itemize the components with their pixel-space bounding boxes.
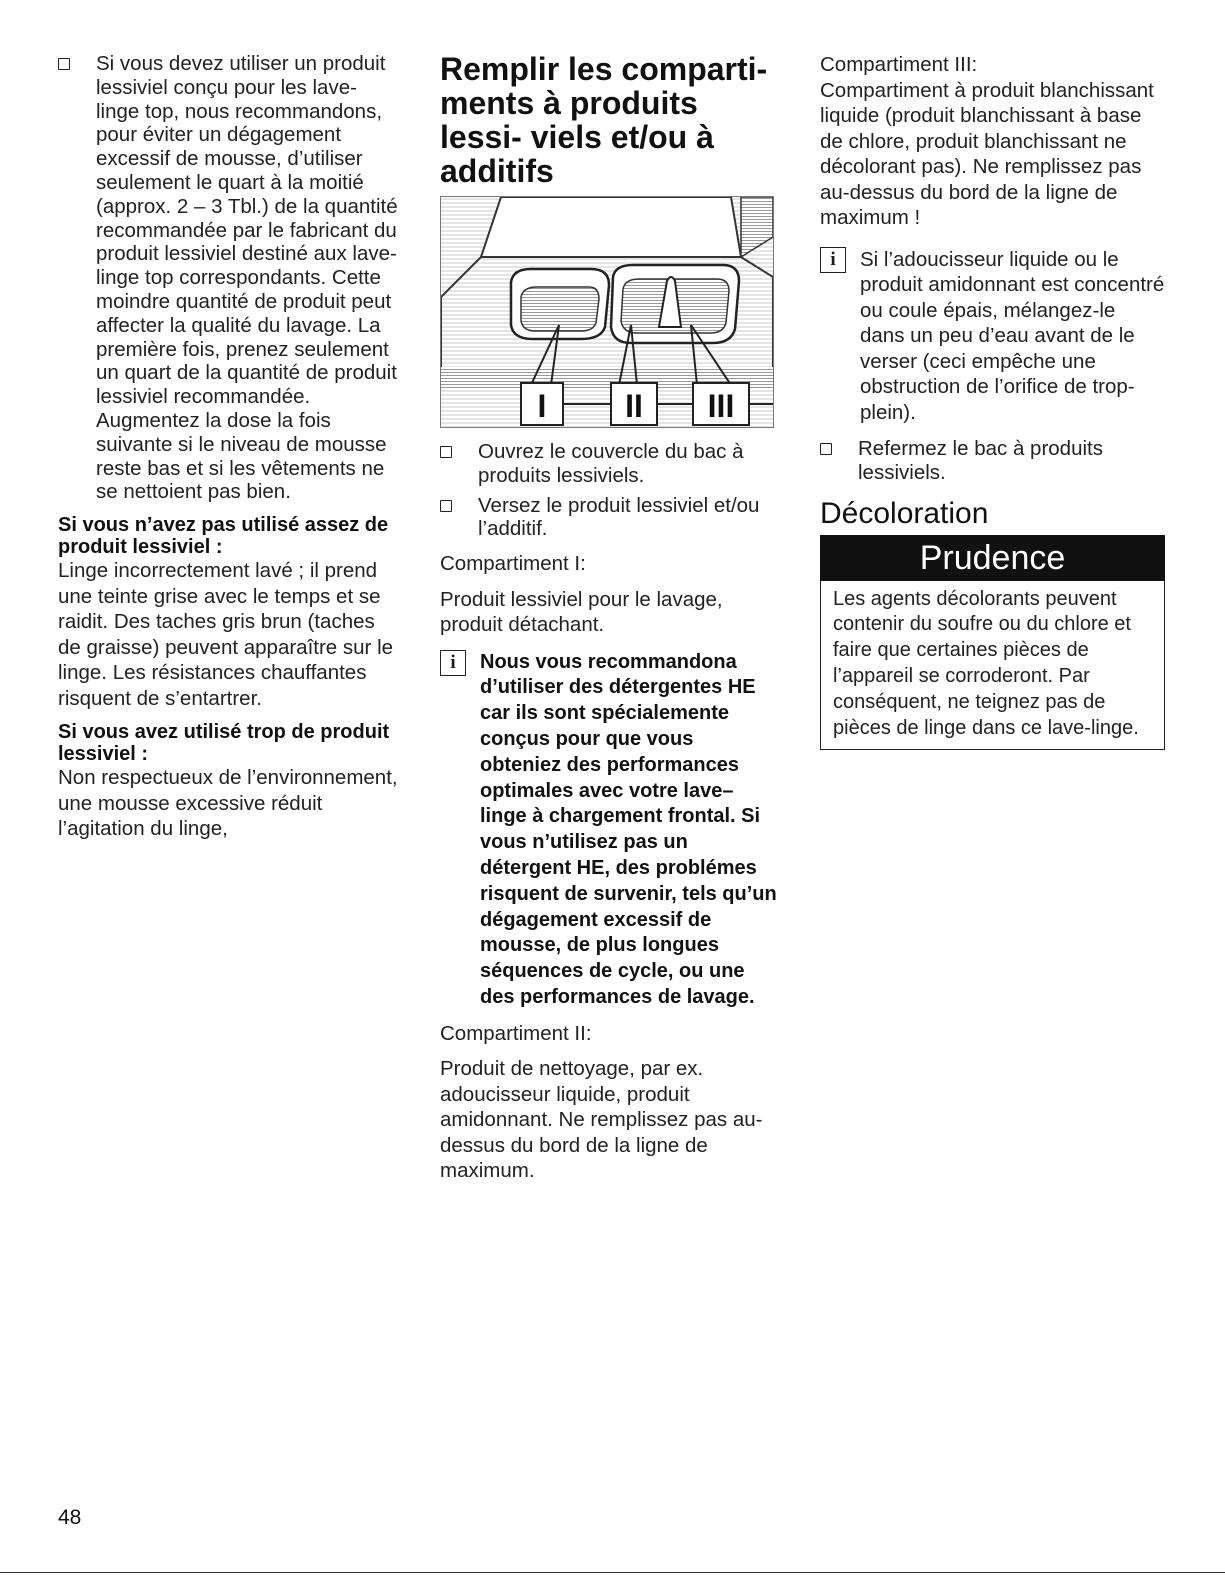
page-number: 48: [58, 1506, 82, 1529]
section-heading: Si vous n’avez pas utilisé assez de produit lessiviel :: [58, 514, 389, 559]
checkbox-bullet-icon: [440, 446, 452, 458]
dispenser-drawing: [441, 197, 773, 427]
bullet-text: Si vous devez utiliser un produit lessiviel conçu pour les lave-linge top, nous recommandons, pour éviter un dégagement excessif de mousse, d’utiliser seulement le quart à la moitié (approx. 2 – 3 Tbl.) de la quantité recommandée par le fabricant du produit lessiviel destiné aux lave-linge top correspondants. Cette moindre quantité de produit peut affecter la qualité du lavage. La première fois, prenez seulement un quart de la quantité de produit lessiviel recommandée. Augmentez la dose la fois suivante si le niveau de mousse reste bas et si les vêtements ne se nettoient pas bien.: [96, 52, 398, 504]
compartment-2-label: Compartiment II:: [440, 1021, 592, 1045]
compartment-1-text: Produit lessiviel pour le lavage, produit détachant.: [440, 587, 723, 637]
page-title: Remplir les comparti- ments à produits lessi- viels et/ou à additifs: [440, 51, 768, 189]
info-text: Si l’adoucisseur liquide ou le produit amidonnant est concentré ou coule épais, mélangez-le dans un peu d’eau avant de le verser (ceci empêche une obstruction de l’orifice de trop-plein).: [860, 247, 1165, 424]
info-icon: i: [820, 247, 846, 273]
info-text: Nous vous recommandona d’utiliser des détergentes HE car ils sont spécialemente conçus pour que vous obteniez des performances optimales avec votre lave–linge à chargement frontal. Si vous n’utilisez pas un détergent HE, des problémes risquent de survenir, tels qu’un dégagement excessif de mousse, de plus longues séquences de cycle, ou une des performances de lavage.: [480, 650, 777, 1009]
paragraph: Linge incorrectement lavé ; il prend une teinte grise avec le temps et se raidit. Des taches gris brun (taches de graisse) peuvent apparaître sur le linge. Les résistances chauffantes risquent de s’entartrer.: [58, 559, 394, 710]
paragraph: Non respectueux de l’environnement, une mousse excessive réduit l’agitation du linge,: [58, 766, 398, 841]
middle-column: [440, 52, 780, 1184]
checkbox-bullet-icon: [440, 500, 452, 512]
compartment-label-1: I: [537, 388, 547, 424]
bullet-item: [440, 494, 780, 542]
compartment-2-block: [440, 1021, 780, 1184]
bullet-item: [58, 52, 398, 504]
compartment-1-block: [440, 551, 780, 638]
right-column: [820, 52, 1165, 750]
compartment-3-label: Compartiment III:: [820, 53, 978, 76]
bullet-text: Ouvrez le couvercle du bac à produits lessiviels.: [478, 440, 744, 487]
dispenser-illustration: [440, 196, 774, 428]
bottom-rule: [0, 1572, 1225, 1573]
compartment-label-2: II: [625, 388, 643, 424]
compartment-1-label: Compartiment I:: [440, 552, 586, 576]
bullet-text: Refermez le bac à produits lessiviels.: [858, 437, 1103, 484]
info-note: [440, 650, 780, 1011]
section-heading: Si vous avez utilisé trop de produit lessiviel :: [58, 721, 390, 766]
bullet-item: [820, 437, 1165, 485]
left-column: [58, 52, 398, 842]
bullet-item: [440, 440, 780, 488]
warning-text: Les agents décolorants peuvent contenir du soufre ou du chlore et faire que certaines pièces de l’appareil se corroderont. Par conséquent, ne teignez pas de pièces de linge dans ce lave-linge.: [833, 587, 1139, 739]
compartment-3-text: Compartiment à produit blanchissant liquide (produit blanchissant à base de chlore, produit blanchissant ne décolorant pas). Ne remplissez pas au-dessus du bord de la ligne de maximum !: [820, 78, 1154, 229]
compartment-2-text: Produit de nettoyage, par ex. adoucisseur liquide, produit amidonnant. Ne remplissez pas au-dessus du bord de la ligne de maximum.: [440, 1057, 763, 1183]
info-icon: i: [440, 650, 466, 676]
compartment-label-3: III: [707, 388, 735, 424]
checkbox-bullet-icon: [820, 443, 832, 455]
section-heading: Décoloration: [820, 496, 989, 530]
warning-title: Prudence: [820, 535, 1165, 581]
checkbox-bullet-icon: [58, 58, 70, 70]
warning-box: [820, 581, 1165, 751]
info-note: [820, 247, 1165, 426]
bullet-text: Versez le produit lessiviel et/ou l’additif.: [478, 493, 760, 541]
